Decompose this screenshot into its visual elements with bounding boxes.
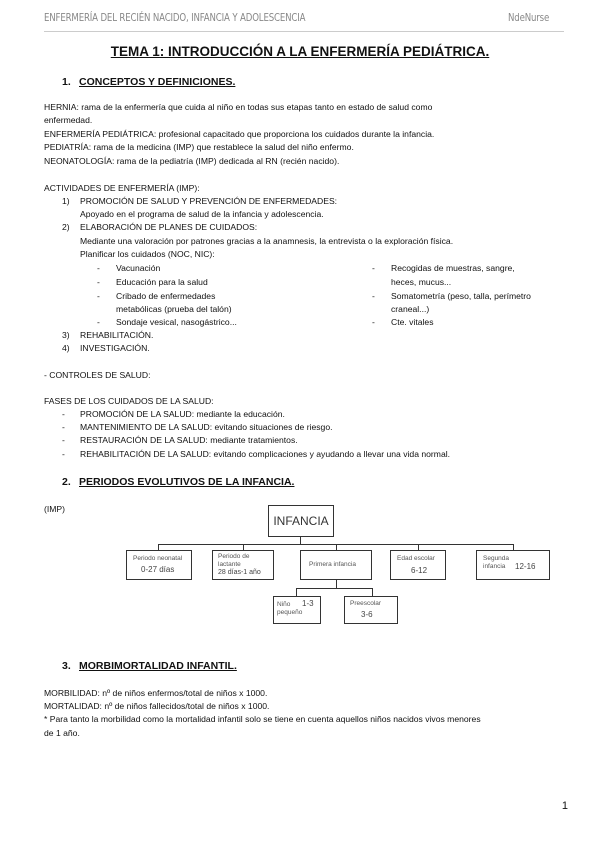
diagram-node: [300, 550, 372, 580]
definition-line: NEONATOLOGÍA: rama de la pediatría (IMP) dedicada al RN (recién nacido).: [44, 156, 340, 166]
bullet-dash: -: [62, 409, 65, 419]
list-item: Educación para la salud: [116, 277, 208, 287]
activity-detail: Apoyado en el programa de salud de la infancia y adolescencia.: [80, 209, 324, 219]
diagram-root-node: INFANCIA: [268, 505, 334, 537]
node-range: 6-12: [411, 566, 428, 575]
diagram-node: [476, 550, 550, 580]
section-number: 3.: [62, 660, 71, 672]
diagram-connector: [372, 588, 373, 596]
activity-detail: Mediante una valoración por patrones gracias a la anamnesis, la entrevista o la exploración física.: [80, 236, 454, 246]
diagram-subnode: [273, 596, 321, 624]
list-item: Sondaje vesical, nasogástrico...: [116, 317, 237, 327]
list-item: Recogidas de muestras, sangre,: [391, 263, 515, 273]
definition-line: PEDIATRÍA: rama de la medicina (IMP) que restablece la salud del niño enfermo.: [44, 142, 354, 152]
section-heading-2: [62, 476, 294, 488]
bullet-dash: -: [372, 291, 375, 301]
node-range: 1-3: [302, 599, 314, 608]
mortality-line: MORTALIDAD: nº de niños fallecidos/total de niños x 1000.: [44, 701, 270, 711]
section-label: MORBIMORTALIDAD INFANTIL.: [79, 660, 237, 672]
bullet-dash: -: [62, 435, 65, 445]
node-range: 3-6: [361, 610, 373, 619]
activity-label: PROMOCIÓN DE SALUD Y PREVENCIÓN DE ENFERMEDADES:: [80, 196, 338, 206]
diagram-connector: [296, 588, 372, 589]
list-item: Cte. vitales: [391, 317, 434, 327]
activity-label: ELABORACIÓN DE PLANES DE CUIDADOS:: [80, 222, 258, 232]
running-header-author: NdeNurse: [508, 12, 550, 24]
list-item: Somatometría (peso, talla, perímetro: [391, 291, 531, 301]
node-label: Periodo de lactante: [218, 553, 250, 568]
diagram-connector: [300, 537, 301, 544]
phases-heading: FASES DE LOS CUIDADOS DE LA SALUD:: [44, 396, 214, 406]
section-number: 2.: [62, 476, 71, 488]
controls-line: - CONTROLES DE SALUD:: [44, 370, 151, 380]
diagram-subnode: [344, 596, 398, 624]
list-number: 2): [62, 222, 70, 232]
diagram-node: [212, 550, 274, 580]
section-label: PERIODOS EVOLUTIVOS DE LA INFANCIA.: [79, 476, 295, 488]
list-number: 1): [62, 196, 70, 206]
section-label: CONCEPTOS Y DEFINICIONES.: [79, 76, 236, 88]
bullet-dash: -: [97, 291, 100, 301]
list-number: 3): [62, 330, 70, 340]
bullet-dash: -: [372, 317, 375, 327]
list-item: metabólicas (prueba del talón): [116, 304, 232, 314]
page-title: TEMA 1: INTRODUCCIÓN A LA ENFERMERÍA PEDIÁTRICA.: [110, 44, 490, 59]
section-heading-1: [62, 76, 235, 88]
footnote-line: * Para tanto la morbilidad como la mortalidad infantil solo se tiene en cuenta aquellos niños nacidos vivos menores: [44, 714, 481, 724]
header-divider: [44, 31, 564, 32]
bullet-dash: -: [97, 317, 100, 327]
node-range: 12-16: [515, 562, 536, 571]
node-label: Periodo neonatal: [133, 555, 183, 562]
node-range: 28 días-1 año: [218, 569, 261, 576]
diagram-connector: [336, 580, 337, 588]
list-item: craneal...): [391, 304, 430, 314]
node-range: 0-27 días: [141, 565, 175, 574]
bullet-dash: -: [97, 277, 100, 287]
node-label: Edad escolar: [397, 555, 435, 562]
diagram-connector: [296, 588, 297, 596]
node-label: Primera infancia: [309, 561, 356, 568]
bullet-dash: -: [62, 422, 65, 432]
activity-label: REHABILITACIÓN.: [80, 330, 154, 340]
section-heading-3: [62, 660, 237, 672]
morbidity-line: MORBILIDAD: nº de niños enfermos/total de niños x 1000.: [44, 688, 268, 698]
phase-item: MANTENIMIENTO DE LA SALUD: evitando situaciones de riesgo.: [80, 422, 333, 432]
diagram-node: [390, 550, 446, 580]
node-label: Preescolar: [350, 600, 382, 607]
node-label: Niño pequeño: [277, 601, 303, 616]
section-number: 1.: [62, 76, 71, 88]
list-item: heces, mucus...: [391, 277, 452, 287]
imp-note: (IMP): [44, 504, 66, 514]
activity-detail: Planificar los cuidados (NOC, NIC):: [80, 249, 215, 259]
definition-line: HERNIA: rama de la enfermería que cuida al niño en todas sus etapas tanto en estado de salud como: [44, 102, 433, 112]
page-number: 1: [561, 800, 568, 812]
list-item: Vacunación: [116, 263, 161, 273]
bullet-dash: -: [372, 263, 375, 273]
footnote-line: de 1 año.: [44, 728, 80, 738]
bullet-dash: -: [97, 263, 100, 273]
running-header-course: ENFERMERÍA DEL RECIÉN NACIDO, INFANCIA Y ADOLESCENCIA: [44, 12, 306, 24]
phase-item: REHABILITACIÓN DE LA SALUD: evitando complicaciones y ayudando a llevar una vida normal.: [80, 449, 451, 459]
phase-item: RESTAURACIÓN DE LA SALUD: mediante tratamientos.: [80, 435, 298, 445]
definition-line: enfermedad.: [44, 115, 93, 125]
bullet-dash: -: [62, 449, 65, 459]
phase-item: PROMOCIÓN DE LA SALUD: mediante la educación.: [80, 409, 285, 419]
diagram-node: [126, 550, 192, 580]
definition-line: ENFERMERÍA PEDIÁTRICA: profesional capacitado que proporciona los cuidados durante la infancia.: [44, 129, 435, 139]
list-item: Cribado de enfermedades: [116, 291, 216, 301]
activity-label: INVESTIGACIÓN.: [80, 343, 150, 353]
activities-heading: ACTIVIDADES DE ENFERMERÍA (IMP):: [44, 183, 200, 193]
list-number: 4): [62, 343, 70, 353]
node-label: Segunda infancia: [483, 555, 510, 570]
